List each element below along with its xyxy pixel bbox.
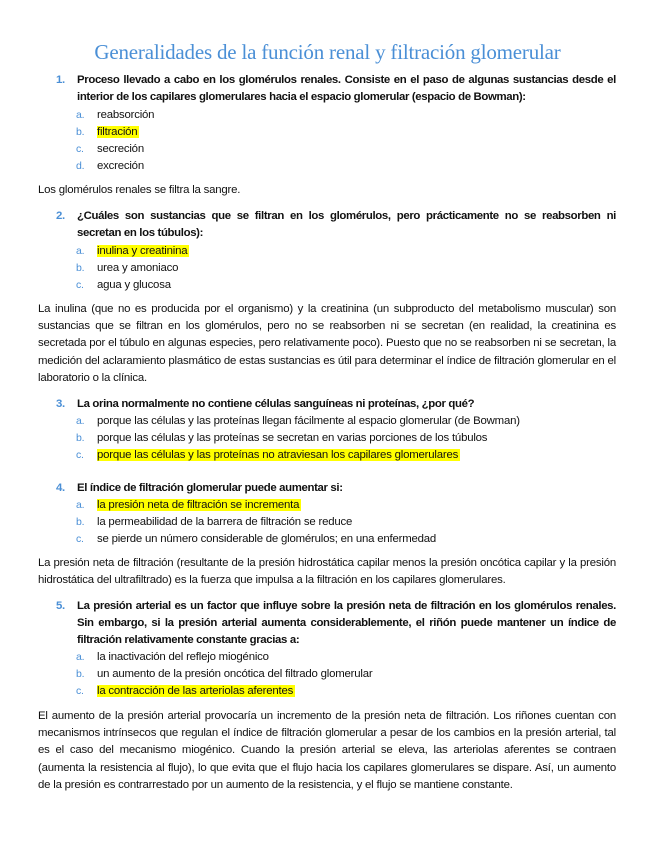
option-text: porque las células y las proteínas se secretan en varias porciones de los túbulos (97, 432, 488, 444)
explanation-4: La presión neta de filtración (resultante de la presión hidrostática capilar menos la presión oncótica capilar y la presión hidrostática del ultrafiltrado) es la fuerza que impulsa a la filtración en los capilares glomerulares. (38, 557, 616, 587)
option-d (76, 158, 616, 175)
question-2-options (76, 243, 616, 294)
page-title: Generalidades de la función renal y filtración glomerular (94, 40, 561, 64)
option-c (76, 447, 616, 464)
option-c (76, 683, 616, 700)
explanation-1: Los glomérulos renales se filtra la sangre. (38, 184, 241, 196)
question-3 (56, 396, 616, 413)
option-c (76, 277, 616, 294)
question-5-options (76, 649, 616, 700)
question-1 (56, 72, 616, 106)
option-letter: a. (76, 499, 85, 511)
option-c (76, 531, 616, 548)
question-number: 3. (56, 398, 65, 410)
option-text: excreción (97, 160, 144, 172)
question-text: Proceso llevado a cabo en los glomérulos renales. Consiste en el paso de algunas sustancias desde el interior de los capilares glomerulares hacia el espacio glomerular (espacio de Bowman): (77, 74, 616, 103)
option-text: porque las células y las proteínas llegan fácilmente al espacio glomerular (de Bowman) (97, 415, 520, 427)
option-text-correct: la presión neta de filtración se incrementa (97, 499, 300, 511)
question-number: 1. (56, 74, 65, 86)
option-a (76, 413, 616, 430)
option-letter: c. (76, 143, 84, 155)
question-text: La presión arterial es un factor que influye sobre la presión neta de filtración en los glomérulos renales. Sin embargo, si la presión arterial aumenta considerablemente, el riñón puede mantener un índice de filtración relativamente constante gracias a: (77, 600, 616, 646)
option-letter: b. (76, 516, 85, 528)
question-number: 2. (56, 210, 65, 222)
option-text: secreción (97, 143, 144, 155)
question-text: ¿Cuáles son sustancias que se filtran en los glomérulos, pero prácticamente no se reabsorben ni secretan en los túbulos): (77, 210, 616, 239)
option-letter: a. (76, 651, 85, 663)
option-letter: a. (76, 415, 85, 427)
option-letter: b. (76, 432, 85, 444)
option-text: urea y amoniaco (97, 262, 179, 274)
option-letter: c. (76, 533, 84, 545)
question-number: 4. (56, 482, 65, 494)
option-letter: d. (76, 160, 85, 172)
option-c (76, 141, 616, 158)
option-letter: c. (76, 685, 84, 697)
option-letter: c. (76, 449, 84, 461)
option-b (76, 124, 616, 141)
question-4-options (76, 497, 616, 548)
option-letter: b. (76, 262, 85, 274)
option-text-correct: filtración (97, 126, 138, 138)
option-b (76, 260, 616, 277)
option-text: la inactivación del reflejo miogénico (97, 651, 269, 663)
option-letter: b. (76, 126, 85, 138)
option-text: se pierde un número considerable de glomérulos; en una enfermedad (97, 533, 437, 545)
option-a (76, 107, 616, 124)
question-5 (56, 598, 616, 649)
question-1-options (76, 107, 616, 175)
question-3-options (76, 413, 616, 464)
option-b (76, 666, 616, 683)
option-text-correct: porque las células y las proteínas no atraviesan los capilares glomerulares (97, 449, 459, 461)
option-letter: c. (76, 279, 84, 291)
question-2 (56, 208, 616, 242)
option-a (76, 243, 616, 260)
option-text: un aumento de la presión oncótica del filtrado glomerular (97, 668, 373, 680)
question-4 (56, 480, 616, 497)
option-text-correct: la contracción de las arteriolas aferentes (97, 685, 294, 697)
option-letter: b. (76, 668, 85, 680)
option-text: agua y glucosa (97, 279, 171, 291)
option-text: reabsorción (97, 109, 155, 121)
explanation-2: La inulina (que no es producida por el organismo) y la creatinina (un subproducto del metabolismo muscular) son sustancias que se filtran en los glomérulos, pero no se reabsorben ni se secretan (en realidad, la creatinina es secretada por el túbulo en algunas especies, pero relativamente poco). Puesto que no se reabsorben ni se secretan, la medición del aclaramiento plasmático de estas sustancias es útil para determinar el índice de filtración glomerular en el laboratorio o la clínica. (38, 303, 616, 384)
option-text-correct: inulina y creatinina (97, 245, 188, 257)
option-letter: a. (76, 245, 85, 257)
question-text: La orina normalmente no contiene células sanguíneas ni proteínas, ¿por qué? (77, 398, 475, 410)
option-b (76, 514, 616, 531)
option-text: la permeabilidad de la barrera de filtración se reduce (97, 516, 353, 528)
option-a (76, 497, 616, 514)
question-text: El índice de filtración glomerular puede aumentar si: (77, 482, 343, 494)
question-number: 5. (56, 600, 65, 612)
explanation-5: El aumento de la presión arterial provocaría un incremento de la presión neta de filtración. Los riñones cuentan con mecanismos intrínsecos que regulan el índice de filtración glomerular a pesar de los cambios en la presión arterial, tal es el caso del mecanismo miogénico. Cuando la presión arterial se eleva, las arteriolas aferentes se contraen (aumenta la resistencia al flujo), lo que evita que el flujo hacia los capilares glomerulares se dispare. Así, un aumento de la presión es contrarrestado por un aumento de la resistencia, y el flujo se mantiene constante. (38, 710, 616, 791)
option-letter: a. (76, 109, 85, 121)
option-b (76, 430, 616, 447)
option-a (76, 649, 616, 666)
